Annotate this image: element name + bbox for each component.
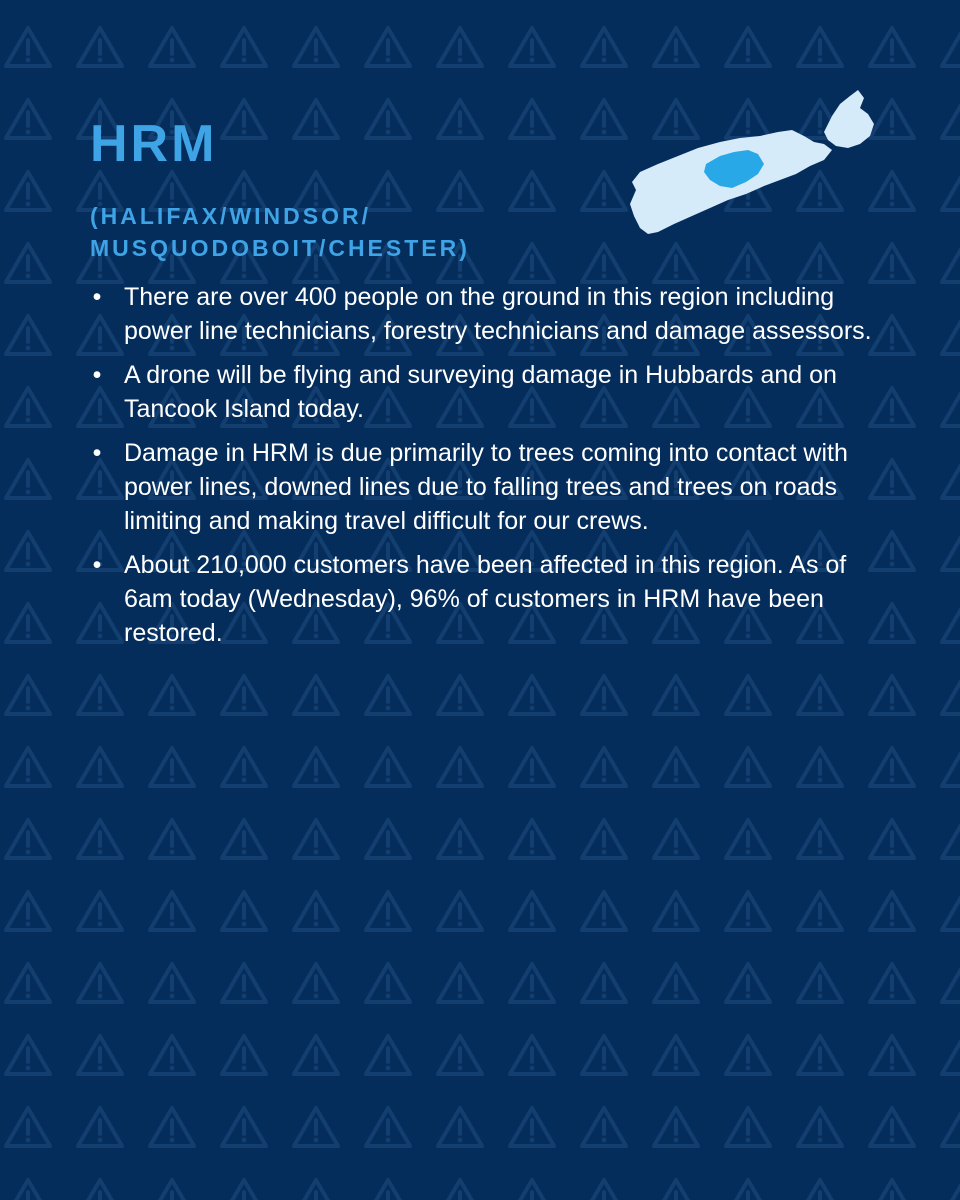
bullet-text: A drone will be flying and surveying damage in Hubbards and on Tancook Island today. [124,361,837,423]
bullet-text: There are over 400 people on the ground in this region including power line technicians, forestry technicians and damage assessors. [124,283,872,345]
bullet-list [90,280,890,660]
region-title: HRM [90,115,218,173]
subtitle-line: MUSQUODOBOIT/CHESTER) [90,235,470,261]
list-item [90,436,890,538]
bullet-icon: • [92,361,102,389]
subtitle-line: (HALIFAX/WINDSOR/ [90,203,371,229]
list-item [90,280,890,348]
list-item [90,548,890,650]
bullet-text: Damage in HRM is due primarily to trees coming into contact with power lines, downed lines due to falling trees and trees on roads limiting and making travel difficult for our crews. [124,439,848,535]
bullet-text: About 210,000 customers have been affected in this region. As of 6am today (Wednesday), 96% of customers in HRM have been restored. [124,551,847,647]
map-cape-breton [824,90,874,148]
bullet-icon: • [92,439,102,467]
list-item [90,358,890,426]
bullet-icon: • [92,283,102,311]
bullet-icon: • [92,551,102,579]
nova-scotia-map-icon [628,86,876,236]
region-subtitle [90,200,590,264]
